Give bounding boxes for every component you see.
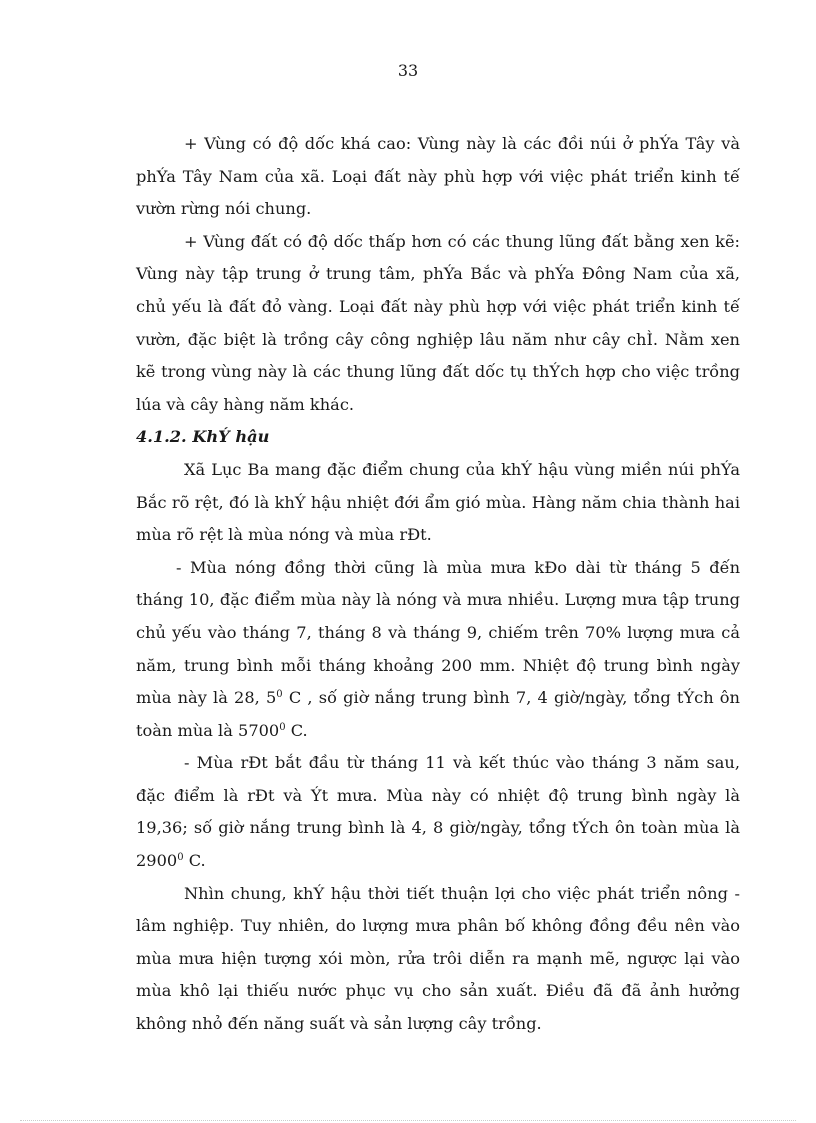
page-number: 33: [397, 61, 419, 80]
paragraph-low-zone: + Vùng đất có độ dốc thấp hơn có các thung lũng đất bằng xen kẽ: Vùng này tập trung ở trung tâm, phÝa Bắc và phÝa Đông Nam của xã, chủ yếu là đất đỏ vàng. Loại đất này phù hợp với việc phát triển kinh tế vườn, đặc biệt là trồng cây công nghiệp lâu năm như cây chÌ. Nằm xen kẽ trong vùng này là các thung lũng đất dốc tụ thÝch hợp cho việc trồng lúa và cây hàng năm khác.: [136, 231, 740, 414]
hot-season-text-3: C.: [285, 720, 308, 740]
hot-season-text-2: C , số giờ nắng trung bình 7, 4 giờ/ngày, tổng tÝch ôn toàn mùa là 5700: [136, 688, 740, 740]
paragraph-cold-season: [136, 747, 740, 877]
hot-season-text: - Mùa nóng đồng thời cũng là mùa mưa kÐo dài từ tháng 5 đến tháng 10, đặc điểm mùa này là nóng và mưa nhiều. Lượng mưa tập trung chủ yếu vào tháng 7, tháng 8 và tháng 9, chiếm trên 70% lượng mưa cả năm, trung bình mỗi tháng khoảng 200 mm. Nhiệt độ trung bình ngày mùa này là 28, 5: [136, 557, 740, 708]
degree-sup: 0: [177, 852, 184, 864]
paragraph-climate-intro: Xã Lục Ba mang đặc điểm chung của khÝ hậu vùng miền núi phÝa Bắc rõ rệt, đó là khÝ hậu nhiệt đới ẩm gió mùa. Hàng năm chia thành hai mùa rõ rệt là mùa nóng và mùa rÐt.: [136, 459, 740, 545]
section-heading-climate: 4.1.2. KhÝ hậu: [136, 427, 270, 447]
paragraph-steep-zone: + Vùng có độ dốc khá cao: Vùng này là các đồi núi ở phÝa Tây và phÝa Tây Nam của xã. Loại đất này phù hợp với việc phát triển kinh tế vườn rừng nói chung.: [136, 134, 740, 219]
page-bottom-rule: [20, 1120, 796, 1121]
cold-season-text-2: C.: [183, 851, 206, 871]
page-body: [136, 128, 740, 1041]
degree-sup: 0: [279, 721, 286, 733]
paragraph-conclusion: Nhìn chung, khÝ hậu thời tiết thuận lợi cho việc phát triển nông - lâm nghiệp. Tuy nhiên, do lượng mưa phân bố không đồng đều nên vào mùa mưa hiện tượng xói mòn, rửa trôi diễn ra mạnh mẽ, ngược lại vào mùa khô lại thiếu nước phục vụ cho sản xuất. Điều đã đã ảnh hưởng không nhỏ đến năng suất và sản lượng cây trồng.: [136, 883, 740, 1034]
cold-season-text: - Mùa rÐt bắt đầu từ tháng 11 và kết thúc vào tháng 3 năm sau, đặc điểm là rÐt và Ýt mưa. Mùa này có nhiệt độ trung bình ngày là 19,36; số giờ nắng trung bình là 4, 8 giờ/ngày, tổng tÝch ôn toàn mùa là 2900: [136, 753, 740, 871]
degree-sup: 0: [276, 689, 283, 701]
paragraph-hot-season: [136, 552, 740, 748]
